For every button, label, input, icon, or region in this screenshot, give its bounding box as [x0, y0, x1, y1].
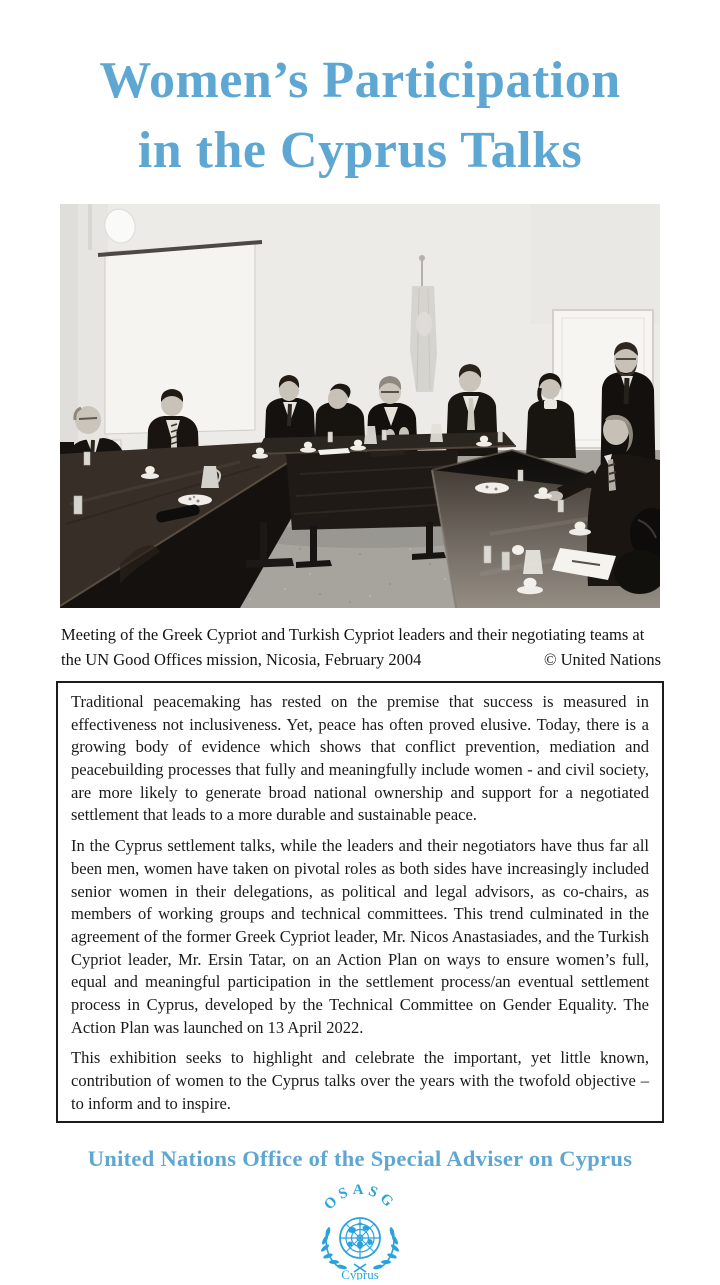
osasg-cyprus-logo	[300, 1180, 420, 1280]
photo-credit: © United Nations	[543, 650, 661, 669]
page-title-line2: in the Cyprus Talks	[137, 122, 583, 179]
footer-org-name: United Nations Office of the Special Adviser on Cyprus	[87, 1146, 633, 1171]
intro-text-box	[56, 681, 664, 1123]
page-title	[0, 46, 720, 186]
intro-paragraph-2: In the Cyprus settlement talks, while the leaders and their negotiators have thus far all been men, women have taken on pivotal roles as both sides have increasingly included senior women in their delegations, as political and legal advisors, as co-chairs, as members of working groups and technical committees. This trend culminated in the agreement of the former Greek Cypriot leader, Mr. Nicos Anastasiades, and the Turkish Cypriot leader, Mr. Ersin Tatar, on an Action Plan on ways to ensure women’s full, equal and meaningful participation in the settlement process/an eventual settlement process in Cyprus, developed by the Technical Committee on Gender Equality. The Action Plan was launched on 13 April 2022.	[71, 836, 649, 1037]
photo-caption-line1: Meeting of the Greek Cypriot and Turkish Cypriot leaders and their negotiating teams at	[61, 625, 645, 644]
page-title-line1: Women’s Participation	[99, 52, 621, 109]
intro-paragraph-1: Traditional peacemaking has rested on the premise that success is measured in effectiveness not inclusiveness. Yet, peace has often proved elusive. Today, there is a growing body of evidence which shows that conflict prevention, mediation and peacebuilding processes that fully and meaningfully include women - and civil society, are more likely to generate broad national ownership and support for a negotiated settlement that leads to a more durable and sustainable peace.	[71, 692, 649, 825]
meeting-photo	[60, 204, 660, 608]
meeting-photo-illustration	[60, 204, 660, 608]
photo-caption	[61, 622, 661, 672]
un-emblem-icon	[300, 1180, 420, 1280]
svg-text:OSASG	[321, 1182, 399, 1213]
logo-bottom-text: Cyprus	[341, 1267, 379, 1280]
intro-paragraph-3: This exhibition seeks to highlight and celebrate the important, yet little known, contribution of women to the Cyprus talks over the years with the twofold objective – to inform and to inspire.	[71, 1048, 649, 1113]
logo-top-text: OSASG	[321, 1182, 399, 1214]
photo-caption-line2: the UN Good Offices mission, Nicosia, February 2004	[61, 650, 422, 669]
